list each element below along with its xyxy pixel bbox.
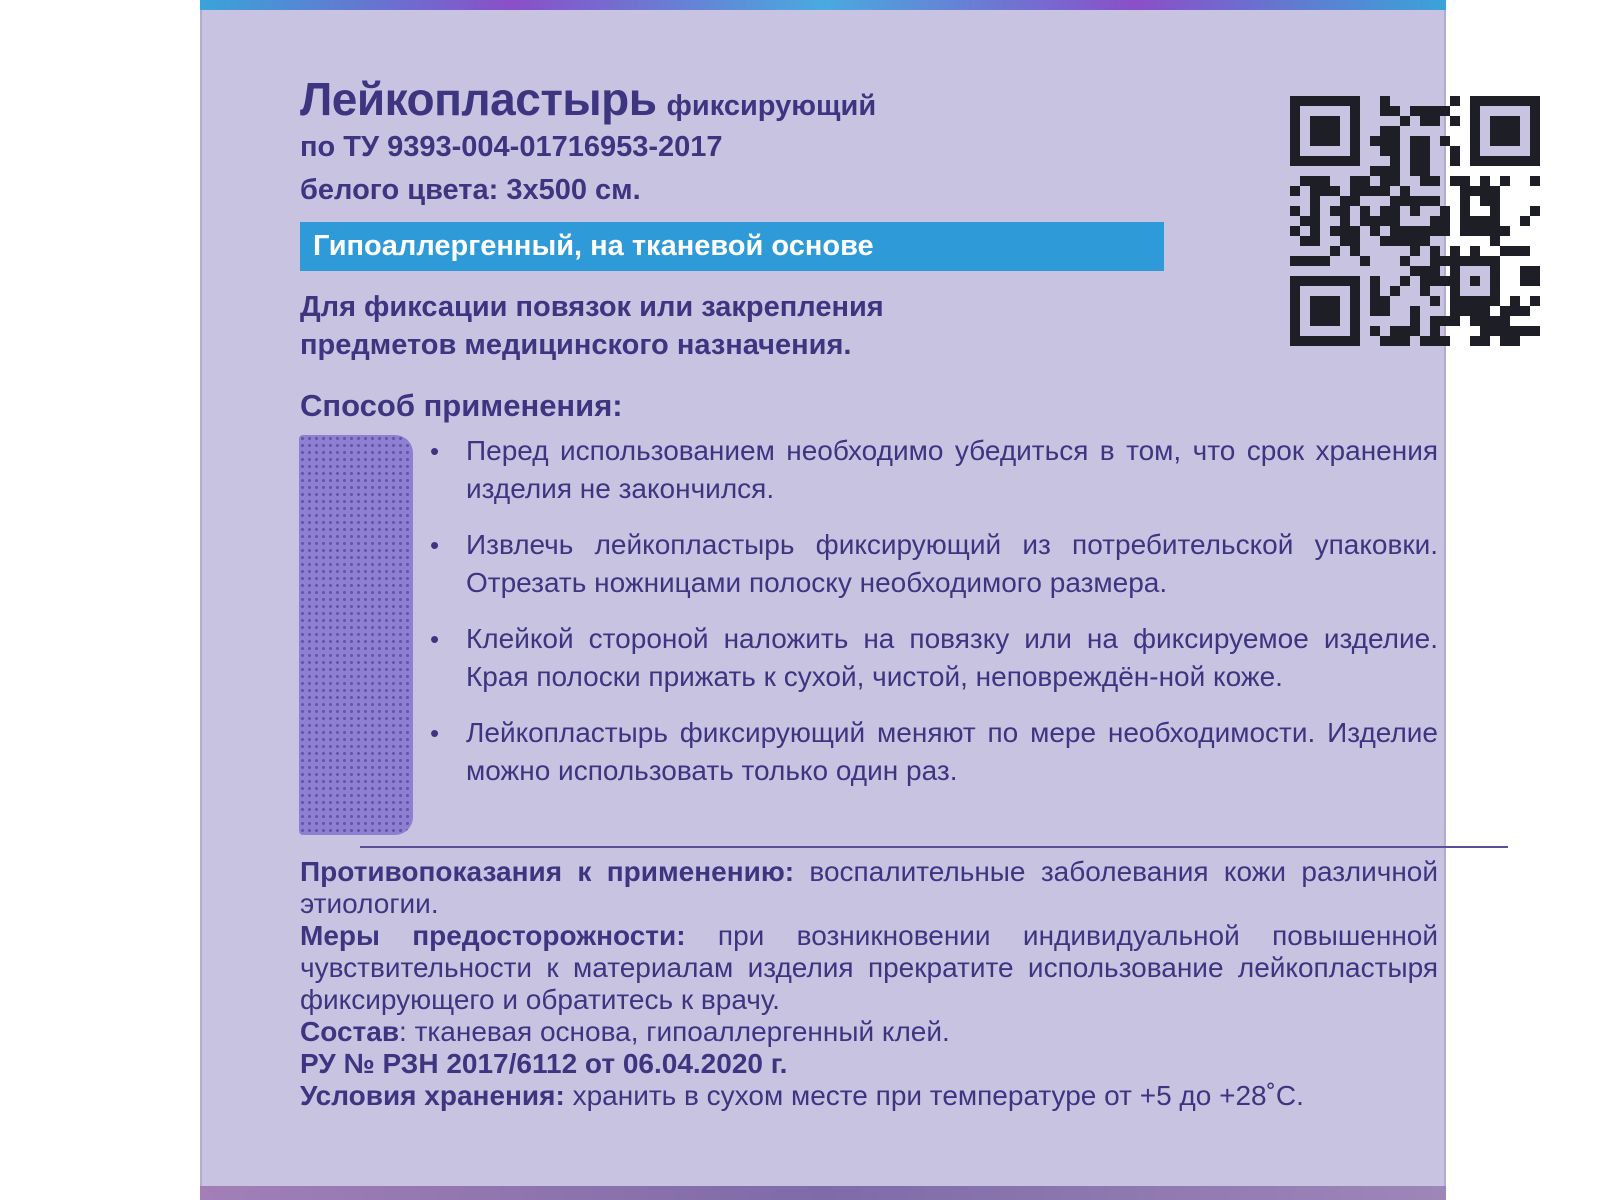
composition-label: Состав <box>300 1016 400 1047</box>
storage <box>300 1080 1438 1112</box>
method-item: • Извлечь лейкопластырь фиксирующий из потребительской упаковки. Отрезать ножницами полоску необходимого размера. <box>430 526 1438 602</box>
contraindications <box>300 856 1438 920</box>
contraindications-text: воспалительные заболевания кожи различной этиологии. <box>300 856 1438 919</box>
product-color-size: белого цвета: 3х500 см. <box>300 174 641 206</box>
method-heading: Способ применения: <box>300 388 623 423</box>
product-title-main: Лейкопластырь <box>300 73 657 125</box>
precautions-text: при возникновении индивидуальной повышенной чувствительности к материалам изделия прекратите использование лейкопластыря фиксирующего и обратитесь к врачу. <box>300 920 1438 1015</box>
bottom-color-strip <box>200 1186 1446 1200</box>
purpose-line-1: Для фиксации повязок или закрепления <box>300 291 884 323</box>
storage-text: хранить в сухом месте при температуре от +5 до +28˚С. <box>564 1080 1304 1111</box>
purpose-line-2: предметов медицинского назначения. <box>300 329 852 361</box>
storage-label: Условия хранения: <box>300 1080 565 1111</box>
composition <box>300 1016 1438 1048</box>
qr-code-icon <box>1282 96 1548 346</box>
precautions <box>300 920 1438 1016</box>
purpose-text <box>300 288 884 364</box>
method-item: • Лейкопластырь фиксирующий меняют по мере необходимости. Изделие можно использовать только один раз. <box>430 714 1438 790</box>
contraindications-label: Противопоказания к применению: <box>300 856 795 887</box>
method-list <box>430 432 1438 808</box>
package-panel <box>200 0 1446 1200</box>
hypoallergenic-banner <box>300 222 1164 271</box>
precautions-label: Меры предосторожности: <box>300 920 686 951</box>
divider <box>360 846 1508 848</box>
method-item: • Клейкой стороной наложить на повязку или на фиксируемое изделие. Края полоски прижать к сухой, чистой, неповреждён-ной коже. <box>430 620 1438 696</box>
registration-text: РУ № РЗН 2017/6112 от 06.04.2020 г. <box>300 1048 788 1079</box>
plaster-strip-illustration <box>299 435 413 835</box>
composition-text: : тканевая основа, гипоаллергенный клей. <box>399 1016 950 1047</box>
top-color-strip <box>200 0 1446 10</box>
product-title-sub: фиксирующий <box>666 90 877 122</box>
product-title <box>300 72 876 126</box>
info-section <box>300 856 1438 1112</box>
product-spec: по ТУ 9393-004-01716953-2017 <box>300 131 723 163</box>
method-item: • Перед использованием необходимо убедиться в том, что срок хранения изделия не закончился. <box>430 432 1438 508</box>
banner-text: Гипоаллергенный, на тканевой основе <box>313 230 874 262</box>
registration <box>300 1048 1438 1080</box>
